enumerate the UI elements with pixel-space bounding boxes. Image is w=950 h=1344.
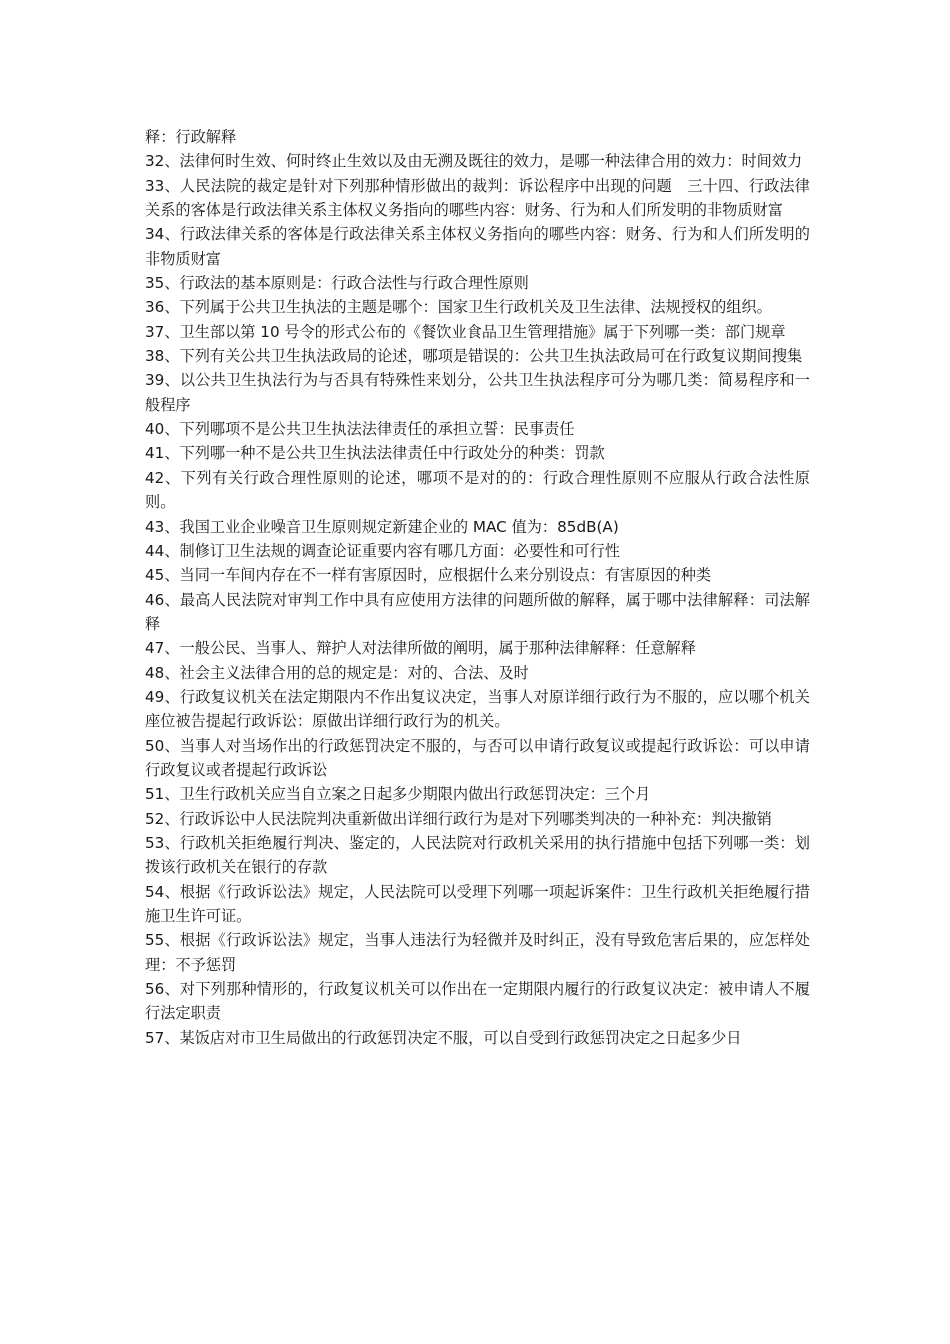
paragraph-38: 38、下列有关公共卫生执法政局的论述，哪项是错误的：公共卫生执法政局可在行政复议期间搜集: [145, 347, 803, 366]
paragraph-36: 36、下列属于公共卫生执法的主题是哪个：国家卫生行政机关及卫生法律、法规授权的组织。: [145, 298, 772, 317]
paragraph-55: 55、根据《行政诉讼法》规定，当事人违法行为轻微并及时纠正，没有导致危害后果的，应怎样处理：不予惩罚: [145, 931, 810, 974]
paragraph-52: 52、行政诉讼中人民法院判决重新做出详细行政行为是对下列哪类判决的一种补充：判决撤销: [145, 809, 772, 828]
paragraph-43: 43、我国工业企业噪音卫生原则规定新建企业的 MAC 值为：85dB(A): [145, 517, 619, 536]
paragraph-44: 44、制修订卫生法规的调查论证重要内容有哪几方面：必要性和可行性: [145, 541, 620, 560]
paragraph-49: 49、行政复议机关在法定期限内不作出复议决定，当事人对原详细行政行为不服的，应以哪个机关座位被告提起行政诉讼：原做出详细行政行为的机关。: [145, 687, 810, 731]
document-body: [145, 125, 810, 1050]
paragraph-54: 54、根据《行政诉讼法》规定，人民法院可以受理下列哪一项起诉案件：卫生行政机关拒绝履行措施卫生许可证。: [145, 882, 810, 925]
paragraph-51: 51、卫生行政机关应当自立案之日起多少期限内做出行政惩罚决定：三个月: [145, 785, 651, 804]
paragraph-50: 50、当事人对当场作出的行政惩罚决定不服的，与否可以申请行政复议或提起行政诉讼：可以申请行政复议或者提起行政诉讼: [145, 736, 810, 779]
paragraph-42: 42、下列有关行政合理性原则的论述，哪项不是对的的：行政合理性原则不应服从行政合法性原则。: [145, 468, 810, 512]
paragraph-45: 45、当同一车间内存在不一样有害原因时，应根据什么来分别设点：有害原因的种类: [145, 566, 712, 585]
paragraph-35: 35、行政法的基本原则是：行政合法性与行政合理性原则: [145, 274, 529, 293]
paragraph-34: 34、行政法律关系的客体是行政法律关系主体权义务指向的哪些内容：财务、行为和人们所发明的非物质财富: [145, 225, 810, 268]
paragraph-33: 33、人民法院的裁定是针对下列那种情形做出的裁判：诉讼程序中出现的问题 三十四、行政法律关系的客体是行政法律关系主体权义务指向的哪些内容：财务、行为和人们所发明的非物质财富: [145, 176, 810, 220]
paragraph-47: 47、一般公民、当事人、辩护人对法律所做的阐明，属于那种法律解释：任意解释: [145, 639, 696, 658]
paragraph-56: 56、对下列那种情形的，行政复议机关可以作出在一定期限内履行的行政复议决定：被申请人不履行法定职责: [145, 980, 810, 1023]
paragraph-37: 37、卫生部以第 10 号令的形式公布的《餐饮业食品卫生管理措施》属于下列哪一类：部门规章: [145, 322, 786, 341]
paragraph-40: 40、下列哪项不是公共卫生执法法律责任的承担立誓：民事责任: [145, 420, 575, 439]
paragraph-41: 41、下列哪一种不是公共卫生执法法律责任中行政处分的种类：罚款: [145, 444, 605, 463]
paragraph-32: 32、法律何时生效、何时终止生效以及由无溯及既往的效力，是哪一种法律合用的效力：时间效力: [145, 152, 803, 171]
paragraph-48: 48、社会主义法律合用的总的规定是：对的、合法、及时: [145, 663, 529, 682]
paragraph-57: 57、某饭店对市卫生局做出的行政惩罚决定不服，可以自受到行政惩罚决定之日起多少日: [145, 1028, 742, 1047]
paragraph-46: 46、最高人民法院对审判工作中具有应使用方法律的问题所做的解释，属于哪中法律解释：司法解释: [145, 590, 810, 633]
paragraph-39: 39、以公共卫生执法行为与否具有特殊性来划分，公共卫生执法程序可分为哪几类：简易程序和一般程序: [145, 371, 810, 414]
paragraph-53: 53、行政机关拒绝履行判决、鉴定的，人民法院对行政机关采用的执行措施中包括下列哪一类：划拨该行政机关在银行的存款: [145, 833, 810, 877]
paragraph-31-continuation: 释：行政解释: [145, 128, 237, 146]
